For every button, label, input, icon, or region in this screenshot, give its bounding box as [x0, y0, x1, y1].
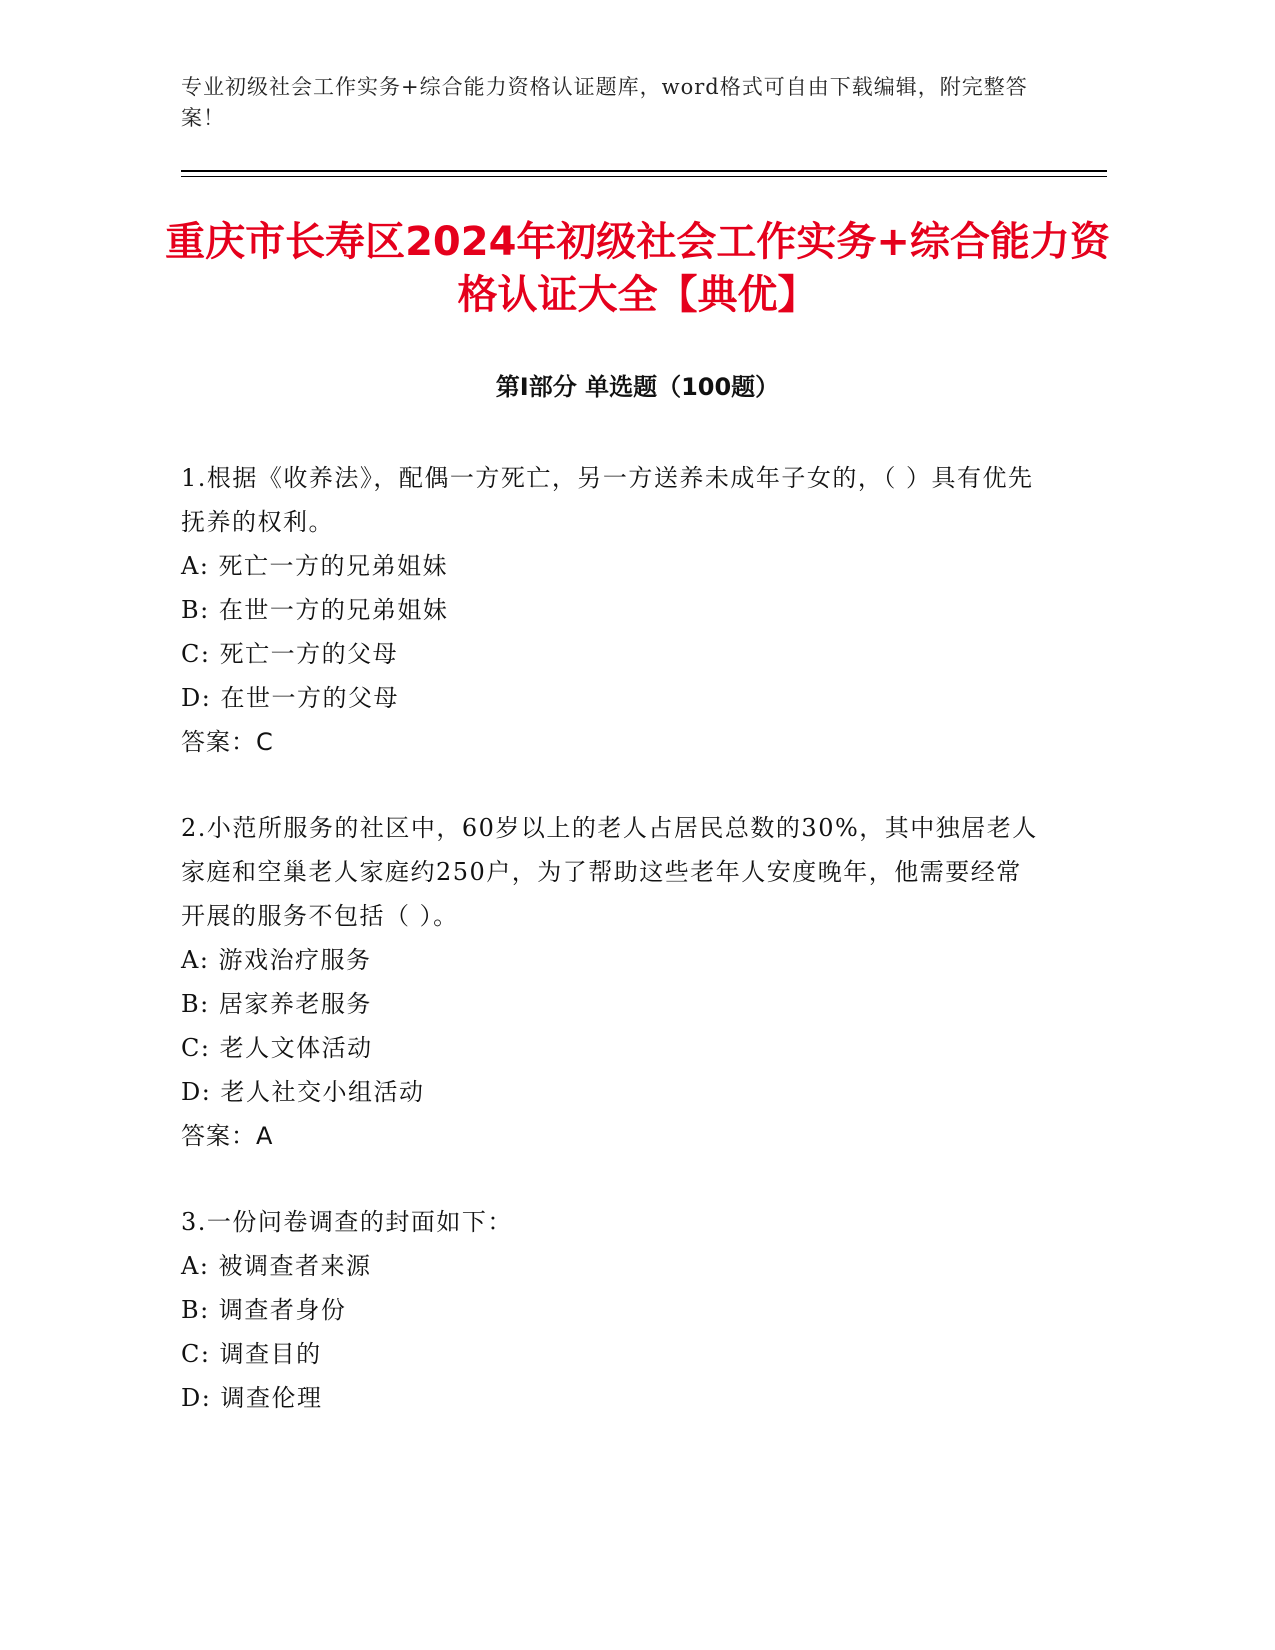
question-stem: 1.根据《收养法》，配偶一方死亡，另一方送养未成年子女的，（ ）具有优先抚养的权利。	[181, 464, 1034, 536]
option-b: B: 在世一方的兄弟姐妹	[181, 596, 449, 624]
option-a: A: 被调查者来源	[181, 1252, 372, 1280]
question-list	[181, 456, 1043, 1462]
option-c: C: 老人文体活动	[181, 1034, 373, 1062]
question-stem: 2.小范所服务的社区中，60岁以上的老人占居民总数的30%，其中独居老人家庭和空巢老人家庭约250户，为了帮助这些老年人安度晚年，他需要经常开展的服务不包括（ ）。	[181, 814, 1038, 930]
header-note: 专业初级社会工作实务+综合能力资格认证题库，word格式可自由下载编辑，附完整答案！	[181, 75, 1028, 130]
answer-line: 答案：C	[181, 728, 274, 756]
question-stem: 3.一份问卷调查的封面如下：	[181, 1208, 513, 1236]
option-c: C: 死亡一方的父母	[181, 640, 399, 668]
question-1	[181, 456, 1043, 764]
option-d: D: 在世一方的父母	[181, 684, 399, 712]
option-d: D: 调查伦理	[181, 1384, 323, 1412]
question-3	[181, 1200, 1043, 1420]
option-a: A: 死亡一方的兄弟姐妹	[181, 552, 449, 580]
header-rule-thin	[181, 176, 1107, 177]
answer-line: 答案：A	[181, 1122, 274, 1150]
document-title: 重庆市长寿区2024年初级社会工作实务+综合能力资格认证大全【典优】	[165, 219, 1110, 318]
option-c: C: 调查目的	[181, 1340, 322, 1368]
header-rule-thick	[181, 170, 1107, 172]
option-b: B: 居家养老服务	[181, 990, 372, 1018]
section-heading: 第I部分 单选题（100题）	[495, 373, 780, 401]
option-d: D: 老人社交小组活动	[181, 1078, 425, 1106]
question-2	[181, 806, 1043, 1158]
option-b: B: 调查者身份	[181, 1296, 347, 1324]
option-a: A: 游戏治疗服务	[181, 946, 372, 974]
